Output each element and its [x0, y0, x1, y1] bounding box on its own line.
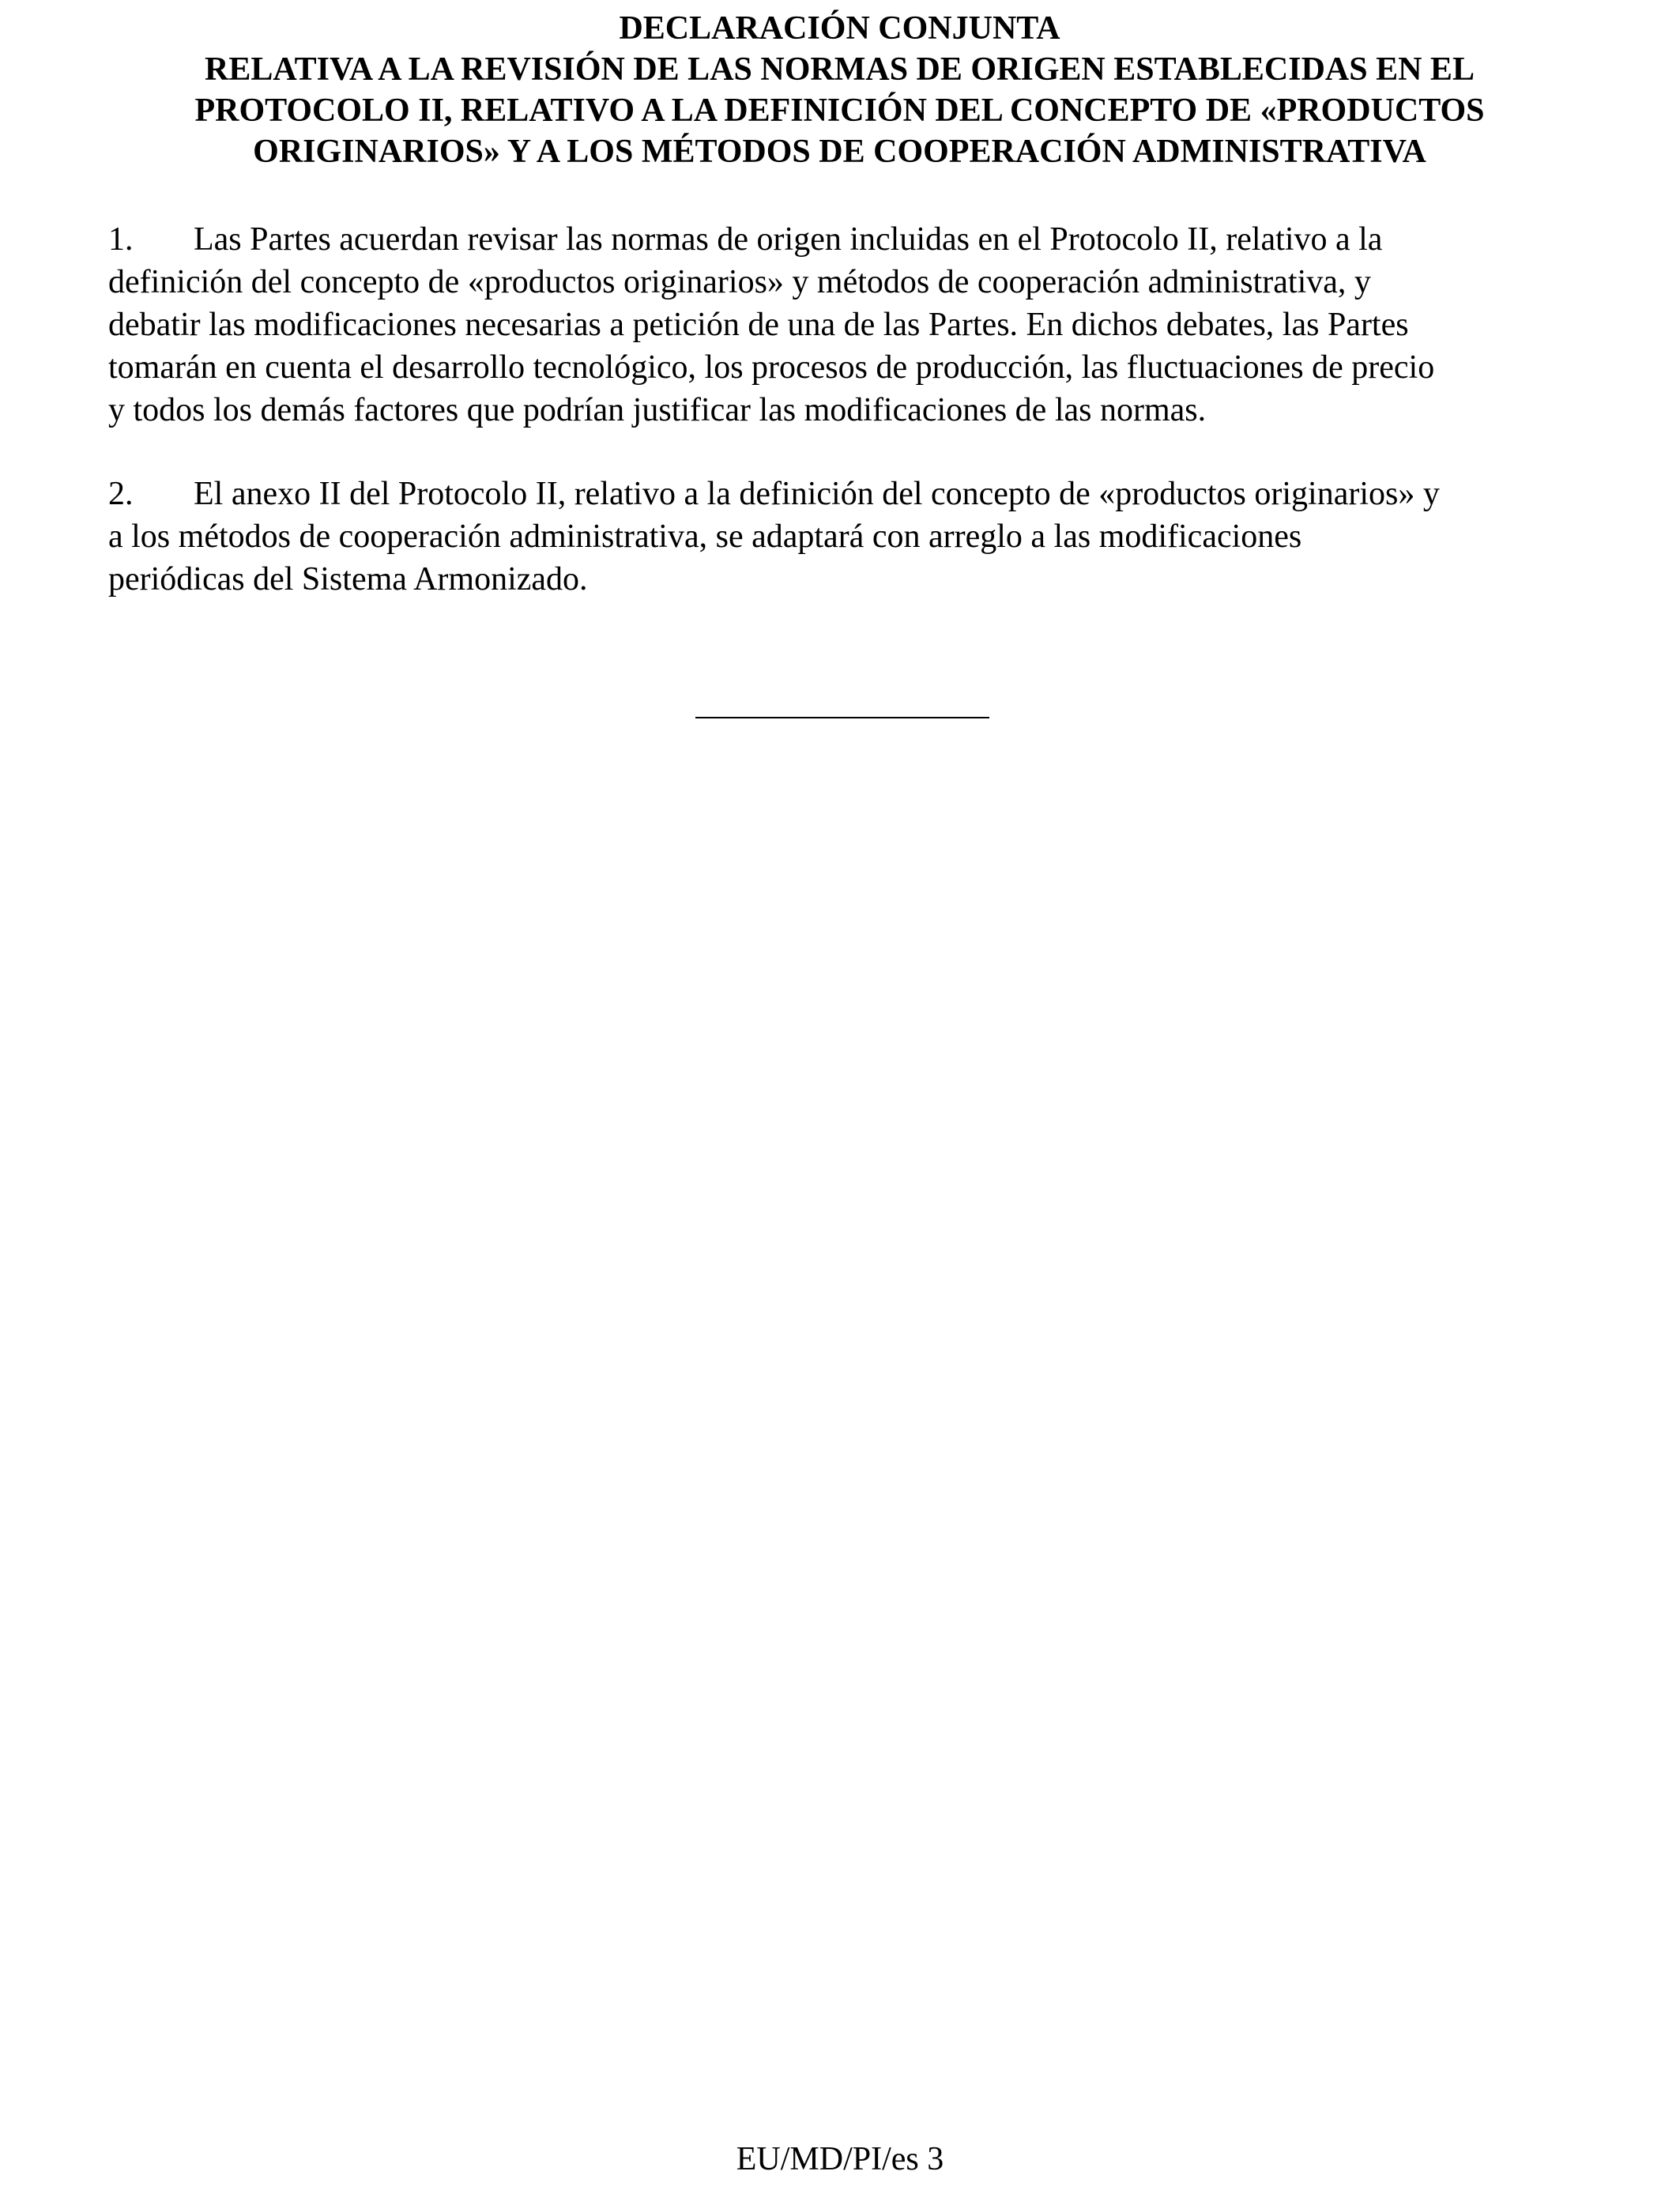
- paragraph-line: a los métodos de cooperación administrativa, se adaptará con arreglo a las modificaciones: [108, 518, 1302, 555]
- paragraph-2: [108, 473, 1590, 601]
- paragraph-line: tomarán en cuenta el desarrollo tecnológico, los procesos de producción, las fluctuaciones de precio: [108, 349, 1435, 386]
- end-rule-divider: [695, 717, 989, 718]
- page-footer: EU/MD/PI/es 3: [736, 2141, 944, 2177]
- paragraph-line: y todos los demás factores que podrían justificar las modificaciones de las normas.: [108, 392, 1207, 428]
- heading-subtitle-line: PROTOCOLO II, RELATIVO A LA DEFINICIÓN DEL CONCEPTO DE «PRODUCTOS: [194, 92, 1485, 129]
- paragraph-text: El anexo II del Protocolo II, relativo a la definición del concepto de «productos originarios» y: [194, 476, 1440, 512]
- paragraph-number: 2.: [108, 476, 134, 512]
- declaration-heading: [95, 8, 1584, 172]
- paragraph-line: [108, 473, 1590, 515]
- heading-subtitle-line: RELATIVA A LA REVISIÓN DE LAS NORMAS DE ORIGEN ESTABLECIDAS EN EL: [205, 51, 1475, 88]
- heading-title: DECLARACIÓN CONJUNTA: [619, 10, 1060, 47]
- paragraph-number: 1.: [108, 221, 134, 258]
- paragraph-line: periódicas del Sistema Armonizado.: [108, 561, 588, 598]
- paragraph-text: Las Partes acuerdan revisar las normas de origen incluidas en el Protocolo II, relativo a la: [194, 221, 1383, 258]
- paragraph-line: debatir las modificaciones necesarias a petición de una de las Partes. En dichos debates, las Partes: [108, 307, 1409, 343]
- paragraph-line: [108, 218, 1590, 261]
- paragraph-line: definición del concepto de «productos originarios» y métodos de cooperación administrativa, y: [108, 264, 1371, 300]
- heading-subtitle-line: ORIGINARIOS» Y A LOS MÉTODOS DE COOPERACIÓN ADMINISTRATIVA: [253, 134, 1426, 170]
- paragraph-1: [108, 218, 1590, 432]
